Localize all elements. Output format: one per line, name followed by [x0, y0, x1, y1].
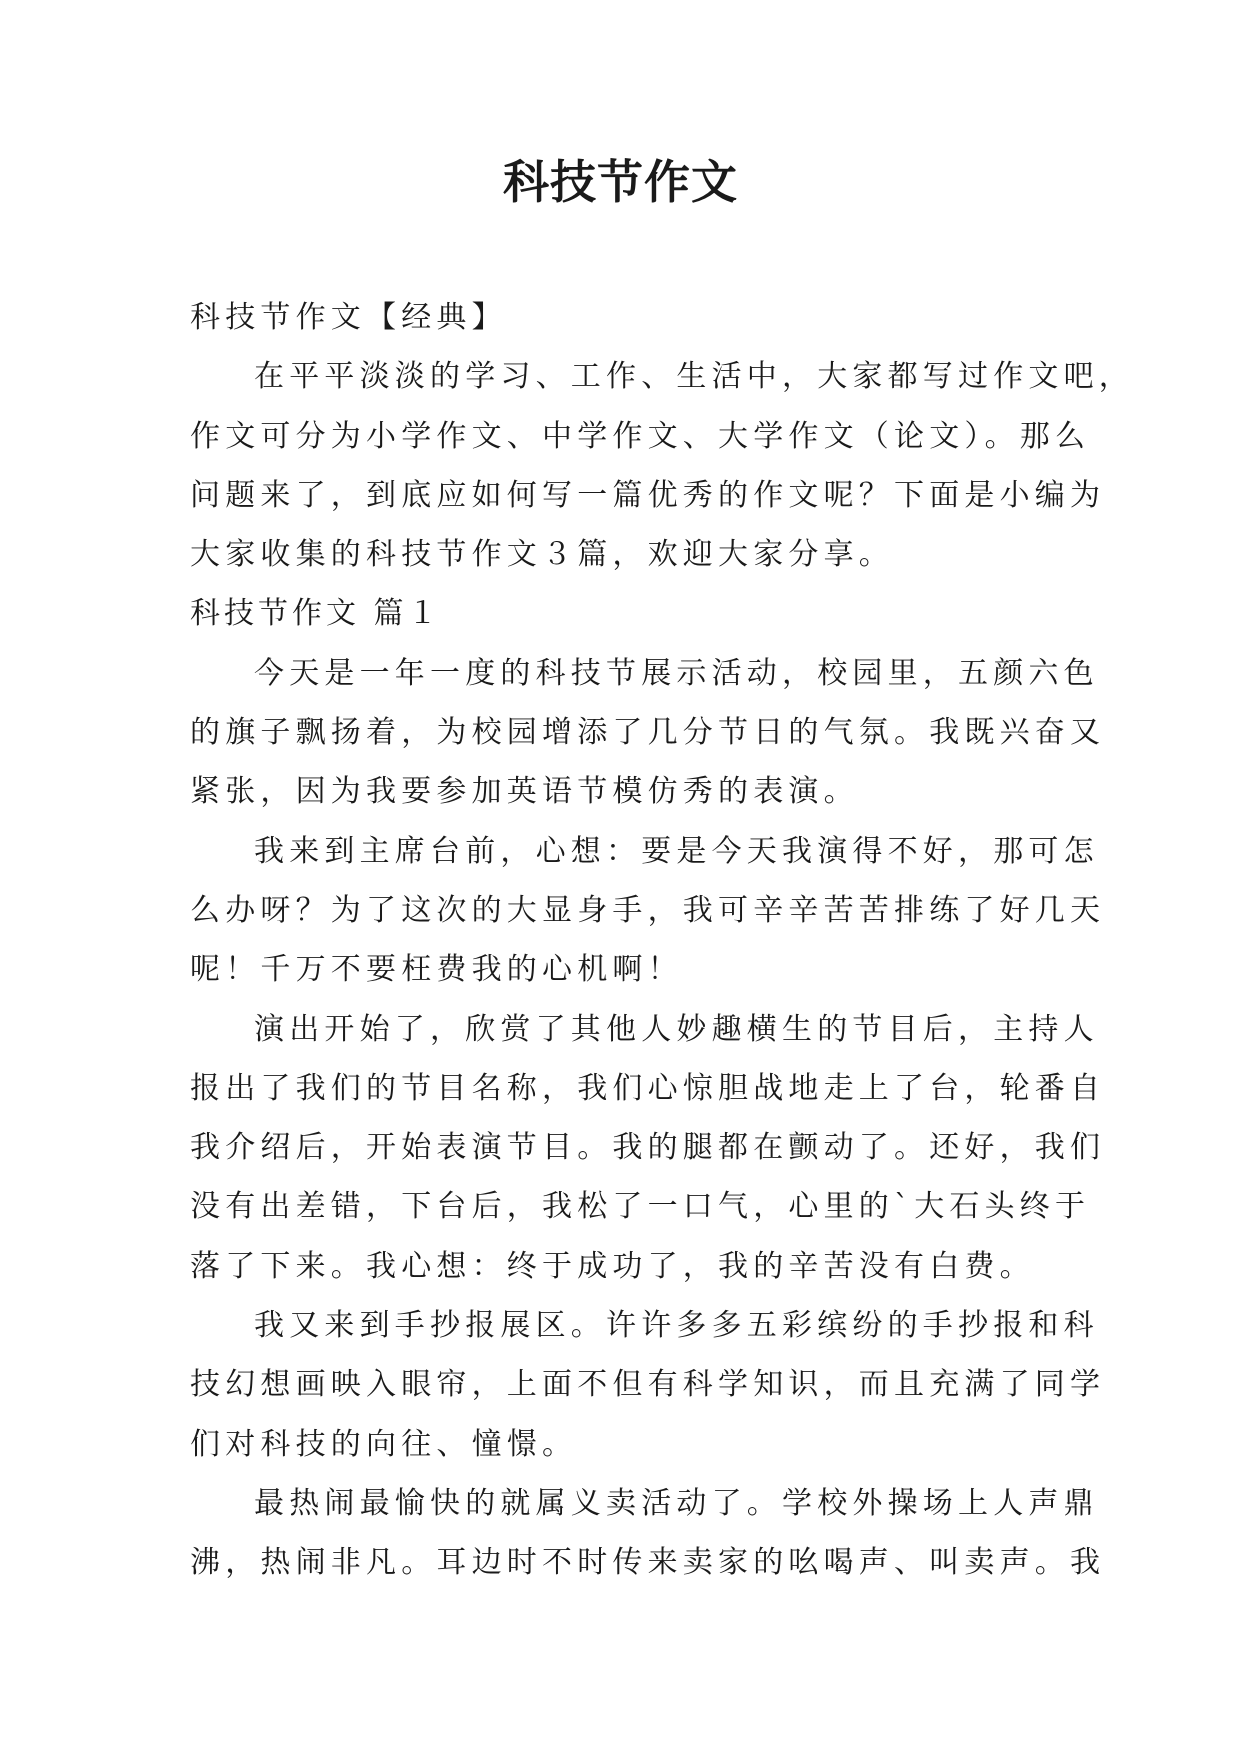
- paragraph-line: 呢！千万不要枉费我的心机啊！: [190, 952, 683, 988]
- document-title: 科技节作文: [503, 155, 738, 209]
- paragraph-line: 今天是一年一度的科技节展示活动，校园里，五颜六色: [254, 655, 1099, 691]
- paragraph-line: 技幻想画映入眼帘，上面不但有科学知识，而且充满了同学: [190, 1367, 1106, 1403]
- body-paragraph: [190, 1296, 1106, 1474]
- body-paragraph: [190, 644, 1106, 822]
- paragraph-line: 没有出差错，下台后，我松了一口气，心里的`大石头终于: [190, 1189, 1091, 1225]
- body-paragraph: [190, 822, 1106, 1000]
- intro-line: 问题来了，到底应如何写一篇优秀的作文呢？下面是小编为: [190, 477, 1106, 513]
- section-heading: 科技节作文 篇１: [190, 596, 442, 632]
- document-body: [190, 288, 1134, 1593]
- body-paragraph: [190, 1000, 1106, 1296]
- intro-paragraph: [190, 347, 1134, 584]
- paragraph-line: 我介绍后，开始表演节目。我的腿都在颤动了。还好，我们: [190, 1130, 1106, 1166]
- paragraph-line: 报出了我们的节目名称，我们心惊胆战地走上了台，轮番自: [190, 1070, 1106, 1106]
- paragraph-line: 紧张，因为我要参加英语节模仿秀的表演。: [190, 774, 859, 810]
- intro-line: 在平平淡淡的学习、工作、生活中，大家都写过作文吧，: [254, 359, 1134, 395]
- paragraph-line: 最热闹最愉快的就属义卖活动了。学校外操场上人声鼎: [254, 1485, 1099, 1521]
- paragraph-line: 演出开始了，欣赏了其他人妙趣横生的节目后，主持人: [254, 1011, 1099, 1047]
- paragraph-line: 我又来到手抄报展区。许许多多五彩缤纷的手抄报和科: [254, 1308, 1099, 1344]
- document-subtitle: 科技节作文【经典】: [190, 300, 507, 335]
- paragraph-line: 沸，热闹非凡。耳边时不时传来卖家的吆喝声、叫卖声。我: [190, 1545, 1106, 1581]
- paragraph-line: 我来到主席台前，心想：要是今天我演得不好，那可怎: [254, 833, 1099, 869]
- body-paragraph: [190, 1474, 1106, 1593]
- paragraph-line: 们对科技的向往、憧憬。: [190, 1426, 578, 1462]
- intro-line: 大家收集的科技节作文３篇，欢迎大家分享。: [190, 537, 894, 573]
- paragraph-line: 么办呀？为了这次的大显身手，我可辛辛苦苦排练了好几天: [190, 892, 1106, 928]
- paragraph-line: 的旗子飘扬着，为校园增添了几分节日的气氛。我既兴奋又: [190, 715, 1106, 751]
- intro-line: 作文可分为小学作文、中学作文、大学作文（论文）。那么: [190, 418, 1091, 454]
- paragraph-line: 落了下来。我心想：终于成功了，我的辛苦没有白费。: [190, 1248, 1035, 1284]
